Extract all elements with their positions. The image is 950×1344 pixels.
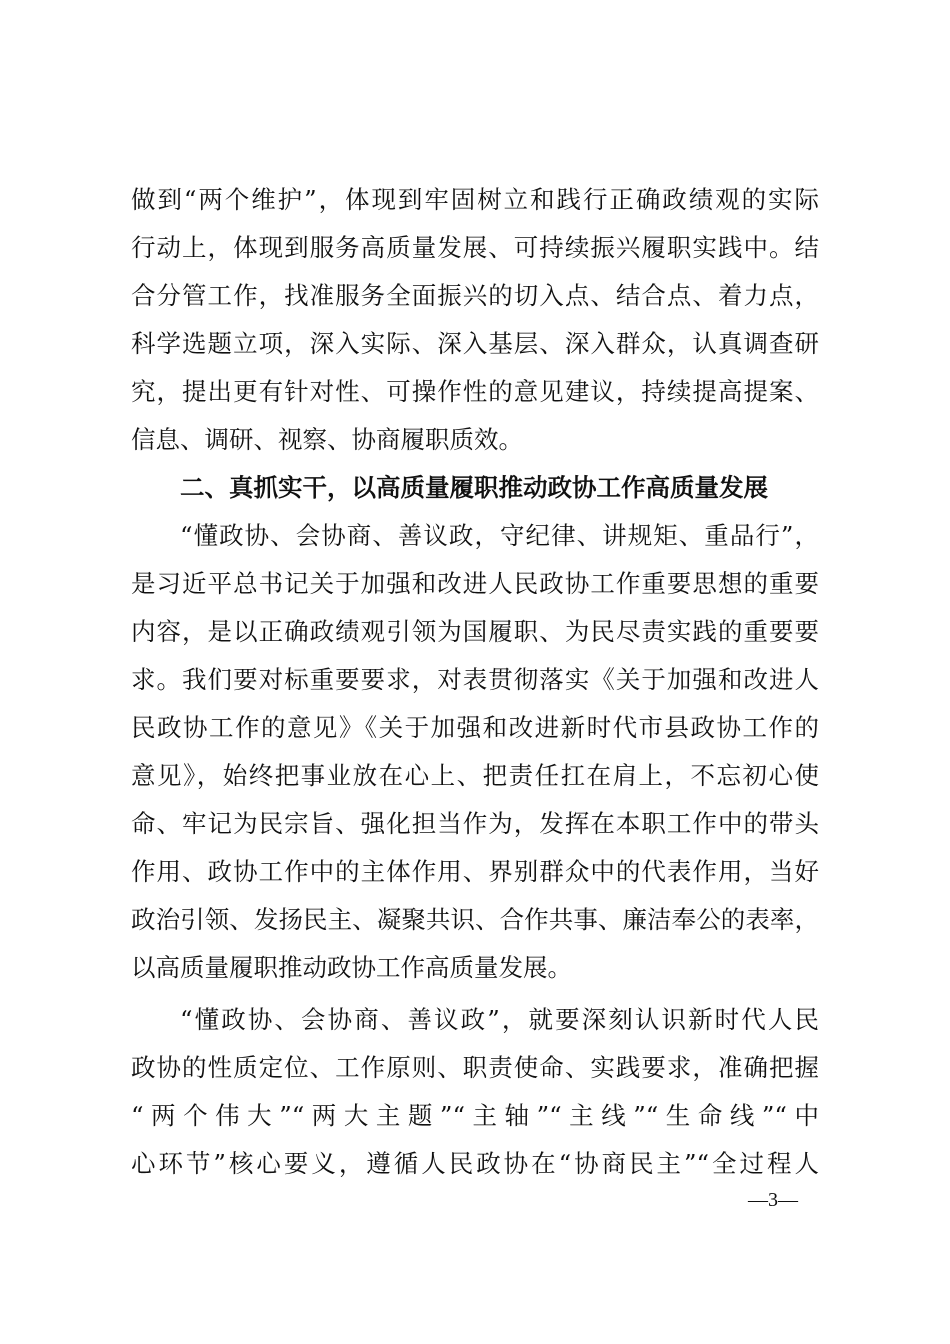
paragraph-line: 心环节”核心要义，遵循人民政协在“协商民主”“全过程人 bbox=[131, 1149, 819, 1178]
paragraph-line: 合分管工作，找准服务全面振兴的切入点、结合点、着力点， bbox=[131, 281, 819, 310]
paragraph-line: 是习近平总书记关于加强和改进人民政协工作重要思想的重要 bbox=[131, 569, 819, 598]
paragraph-line: 命、牢记为民宗旨、强化担当作为，发挥在本职工作中的带头 bbox=[131, 809, 819, 838]
paragraph-3 bbox=[131, 996, 819, 1188]
paragraph-line: 做到“两个维护”，体现到牢固树立和践行正确政绩观的实际 bbox=[131, 185, 819, 214]
paragraph-line: 究，提出更有针对性、可操作性的意见建议，持续提高提案、 bbox=[131, 377, 819, 406]
paragraph-line: 作用、政协工作中的主体作用、界别群众中的代表作用，当好 bbox=[131, 857, 819, 886]
paragraph-line: “两个伟大”“两大主题”“主轴”“主线”“生命线”“中 bbox=[131, 1101, 819, 1130]
paragraph-line: “懂政协、会协商、善议政”，就要深刻认识新时代人民 bbox=[180, 1005, 819, 1034]
paragraph-2 bbox=[131, 512, 819, 992]
paragraph-line: 政治引领、发扬民主、凝聚共识、合作共事、廉洁奉公的表率， bbox=[131, 905, 819, 934]
paragraph-line: 以高质量履职推动政协工作高质量发展。 bbox=[131, 953, 572, 982]
paragraph-line: 民政协工作的意见》《关于加强和改进新时代市县政协工作的 bbox=[131, 713, 819, 742]
paragraph-line: “懂政协、会协商、善议政，守纪律、讲规矩、重品行”， bbox=[180, 521, 819, 550]
paragraph-line: 内容，是以正确政绩观引领为国履职、为民尽责实践的重要要 bbox=[131, 617, 819, 646]
section-heading: 二、真抓实干，以高质量履职推动政协工作高质量发展 bbox=[180, 473, 768, 502]
document-body bbox=[131, 176, 819, 1188]
paragraph-line: 政协的性质定位、工作原则、职责使命、实践要求，准确把握 bbox=[131, 1053, 819, 1082]
paragraph-line: 行动上，体现到服务高质量发展、可持续振兴履职实践中。结 bbox=[131, 233, 819, 262]
paragraph-line: 求。我们要对标重要要求，对表贯彻落实《关于加强和改进人 bbox=[131, 665, 819, 694]
paragraph-1 bbox=[131, 176, 819, 464]
paragraph-line: 意见》，始终把事业放在心上、把责任扛在肩上，不忘初心使 bbox=[131, 761, 819, 790]
paragraph-line: 信息、调研、视察、协商履职质效。 bbox=[131, 425, 523, 454]
page-number: —3— bbox=[748, 1189, 798, 1211]
paragraph-line: 科学选题立项，深入实际、深入基层、深入群众，认真调查研 bbox=[131, 329, 819, 358]
